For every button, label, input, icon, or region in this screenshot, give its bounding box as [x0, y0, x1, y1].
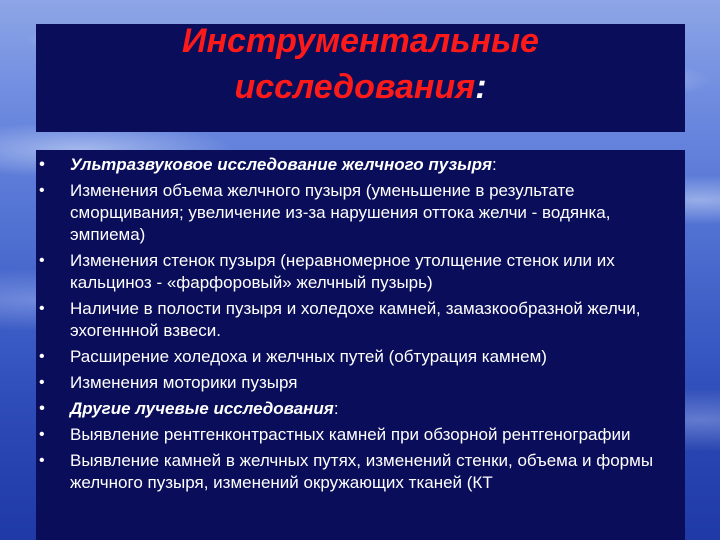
list-item-other-radiology-heading [36, 398, 673, 420]
list-item [36, 298, 673, 342]
list-item-text: Изменения стенок пузыря (неравномерное утолщение стенок или их кальциноз - «фарфоровый» желчный пузырь) [70, 251, 615, 292]
list-item-text: Наличие в полости пузыря и холедохе камней, замазкообразной желчи, эхогеннной взвеси. [70, 299, 641, 340]
content-panel [36, 150, 685, 540]
list-item [36, 424, 673, 446]
bullet-icon: • [39, 182, 45, 199]
list-item [36, 450, 673, 494]
list-item [36, 372, 673, 394]
list-item-colon: : [333, 399, 339, 418]
bullet-list [36, 154, 673, 498]
bullet-icon: • [39, 400, 45, 417]
list-item [36, 180, 673, 246]
list-item-text: Выявление рентгенконтрастных камней при обзорной рентгенографии [70, 425, 631, 444]
slide-title [36, 18, 685, 110]
title-line-1: Инструментальные [182, 22, 539, 60]
list-item-colon: : [492, 155, 497, 174]
list-item-text: Выявление камней в желчных путях, изменений стенки, объема и формы желчного пузыря, изменений окружающих тканей (КТ [70, 451, 654, 492]
list-item [36, 250, 673, 294]
bullet-icon: • [39, 252, 45, 269]
list-item-ultrasound-heading [36, 154, 673, 176]
title-line-2: исследования [234, 68, 476, 106]
bullet-icon: • [39, 374, 45, 391]
list-item-text: Изменения объема желчного пузыря (уменьшение в результате сморщивания; увеличение из-за нарушения оттока желчи - водянка, эмпиема) [70, 181, 611, 244]
title-colon: : [475, 68, 487, 106]
list-item-text: Изменения моторики пузыря [70, 373, 298, 392]
list-item [36, 346, 673, 368]
bullet-icon: • [39, 300, 45, 317]
bullet-icon: • [39, 452, 45, 469]
title-panel [36, 24, 685, 132]
bullet-icon: • [39, 348, 45, 365]
list-item-text: Расширение холедоха и желчных путей (обтурация камнем) [70, 347, 547, 366]
bullet-icon: • [39, 426, 45, 443]
list-item-text: Другие лучевые исследования [70, 399, 334, 418]
bullet-icon: • [39, 156, 45, 173]
list-item-text: Ультразвуковое исследование желчного пузыря [70, 155, 493, 174]
